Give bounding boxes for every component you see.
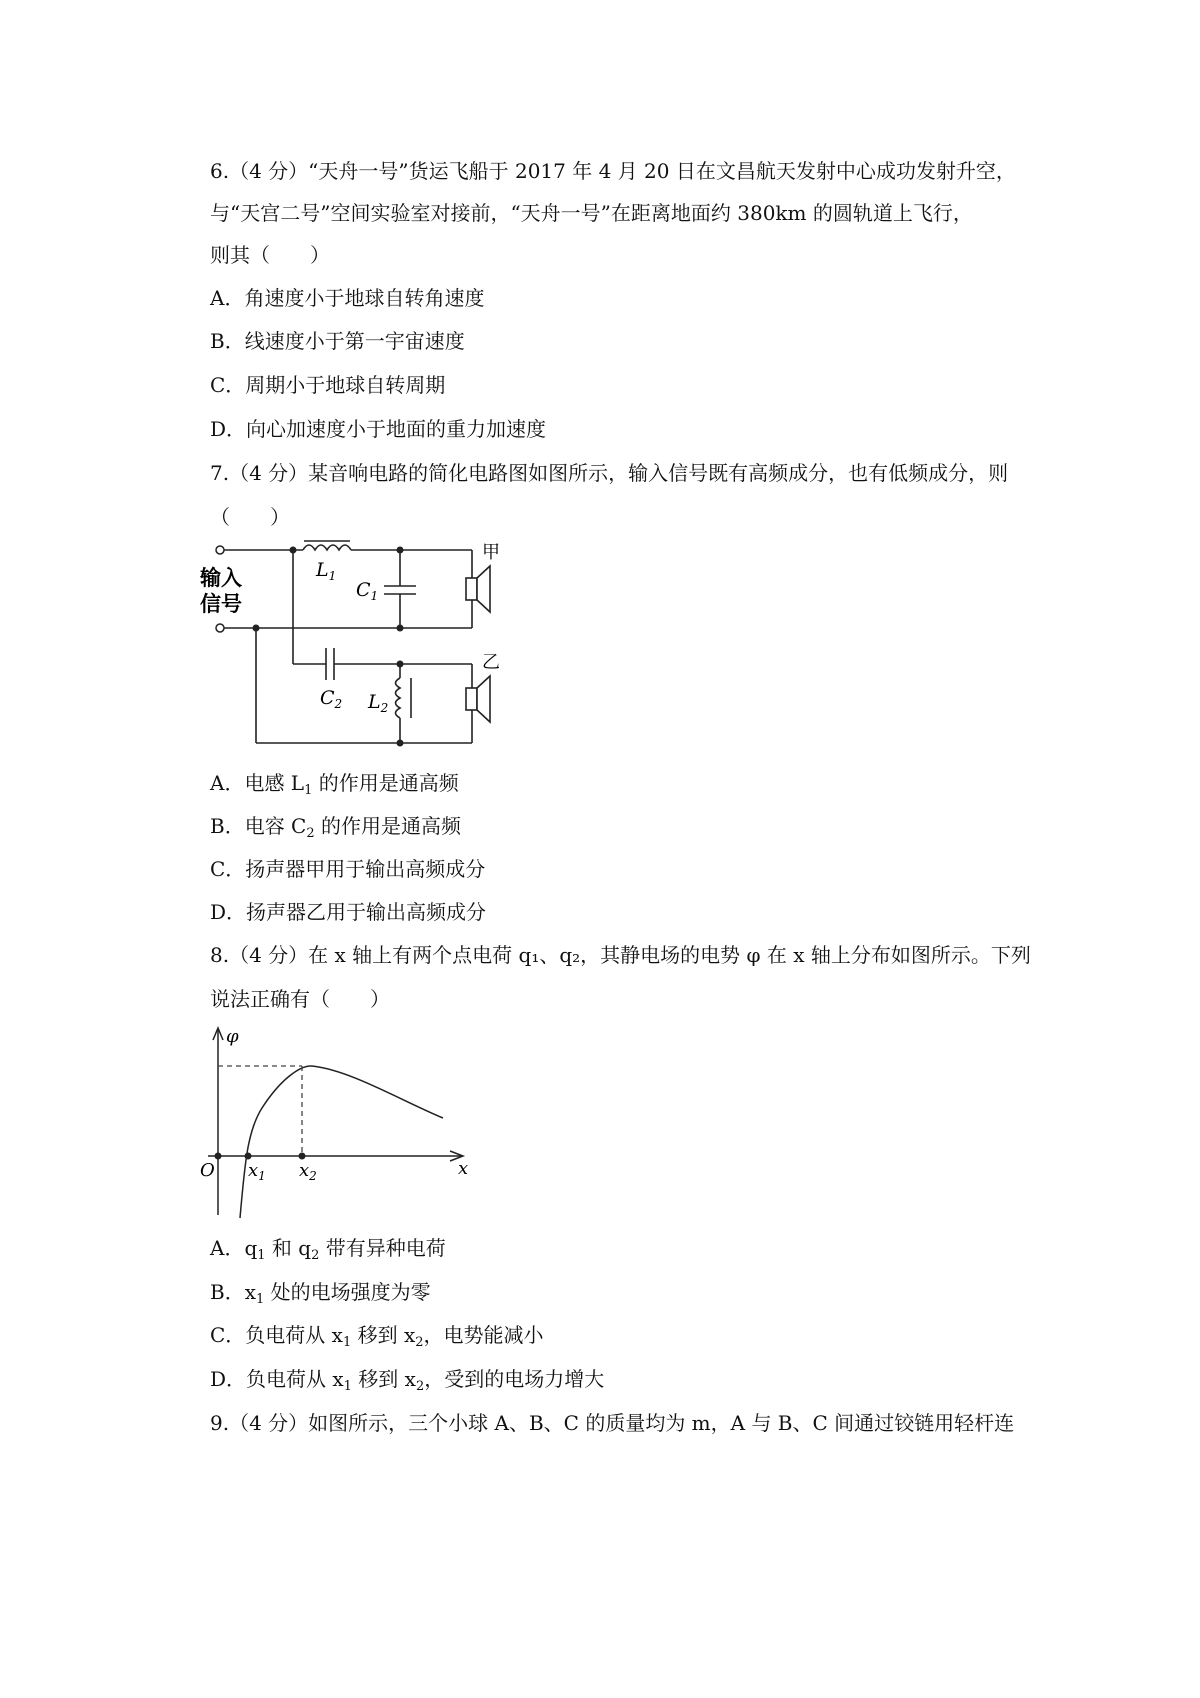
x2-label: $x_2$ [299, 1160, 317, 1183]
q7-option-c: C．扬声器甲用于输出高频成分 [210, 857, 486, 881]
q6-stem-line1: 6.（4 分）“天舟一号”货运飞船于 2017 年 4 月 20 日在文昌航天发射中心成功发射升空， [210, 159, 1016, 183]
x-axis-label: x [458, 1158, 469, 1179]
q8-option-c: C．负电荷从 $x_1$ 移到 $x_2$，电势能减小 [210, 1323, 544, 1350]
input-label-2: 信号 [200, 591, 242, 616]
q8-stem-line2: 说法正确有（ ） [210, 987, 390, 1011]
phi-axis-label: φ [226, 1026, 239, 1047]
q7-stem-line1: 7.（4 分）某音响电路的简化电路图如图所示，输入信号既有高频成分，也有低频成分，则 [210, 461, 1009, 485]
q6-stem-line2: 与“天宫二号”空间实验室对接前，“天舟一号”在距离地面约 380km 的圆轨道上飞行， [210, 201, 973, 225]
input-label-1: 输入 [200, 565, 242, 590]
l2-label: $L_2$ [368, 691, 389, 715]
q6-stem-line3: 则其（ ） [210, 243, 330, 267]
circuit-diagram [200, 538, 560, 758]
q6-option-a: A．角速度小于地球自转角速度 [210, 286, 485, 310]
l1-label: $L_1$ [316, 559, 337, 583]
potential-graph [200, 1020, 500, 1220]
q8-option-b: B．$x_1$ 处的电场强度为零 [210, 1280, 431, 1307]
x1-label: $x_1$ [248, 1160, 266, 1183]
q6-option-d: D．向心加速度小于地面的重力加速度 [210, 417, 547, 441]
origin-label: O [200, 1160, 215, 1181]
q9-stem-line1: 9.（4 分）如图所示，三个小球 A、B、C 的质量均为 m，A 与 B、C 间通过铰链用轻杆连 [210, 1411, 1015, 1435]
q7-option-a: A．电感 $L_1$ 的作用是通高频 [210, 771, 459, 798]
q7-stem-line2: （ ） [210, 505, 290, 529]
c2-label: $C_2$ [320, 687, 343, 711]
speaker-yi-label: 乙 [482, 652, 500, 673]
q6-option-c: C．周期小于地球自转周期 [210, 373, 446, 397]
speaker-jia-label: 甲 [482, 542, 500, 563]
q8-option-d: D．负电荷从 $x_1$ 移到 $x_2$，受到的电场力增大 [210, 1367, 605, 1394]
q8-option-a: A．$q_1$ 和 $q_2$ 带有异种电荷 [210, 1236, 446, 1263]
q8-stem-line1: 8.（4 分）在 x 轴上有两个点电荷 q₁、q₂，其静电场的电势 φ 在 x 轴上分布如图所示。下列 [210, 943, 1031, 967]
q7-option-b: B．电容 $C_2$ 的作用是通高频 [210, 814, 461, 841]
q7-option-d: D．扬声器乙用于输出高频成分 [210, 900, 487, 924]
q6-option-b: B．线速度小于第一宇宙速度 [210, 329, 465, 353]
c1-label: $C_1$ [356, 579, 379, 603]
